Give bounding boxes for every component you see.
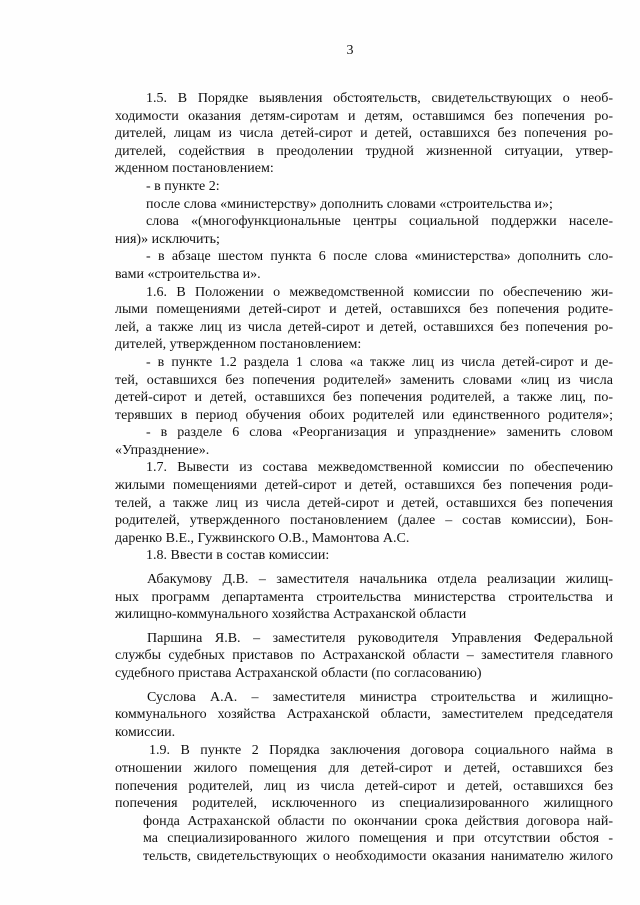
text-line: жилищно-коммунального хозяйства Астраханской области — [115, 607, 467, 623]
text-line: - в пункте 1.2 раздела 1 слова «а также лиц из числа детей-сирот и де- — [146, 354, 613, 370]
text-line: Суслова А.А. – заместителя министра строительства и жилищно- — [147, 689, 613, 705]
text-line: лыми помещениями детей-сирот и детей, оставшихся без попечения родите- — [115, 302, 613, 318]
text-line: 1.6. В Положении о межведомственной комиссии по обеспечению жи- — [146, 284, 613, 300]
text-line: 1.5. В Порядке выявления обстоятельств, свидетельствующих о необ- — [146, 91, 613, 106]
text-line: Абакумову Д.В. – заместителя начальника отдела реализации жилищ- — [147, 572, 613, 588]
text-line: жилыми помещениями детей-сирот и детей, оставшихся без попечения роди- — [115, 478, 613, 494]
text-line: службы судебных приставов по Астраханской области – заместителя главного — [115, 648, 613, 664]
text-line: родителей, утвержденного постановлением (далее – состав комиссии), Бон- — [115, 513, 613, 529]
text-line: после слова «министерству» дополнить словами «строительства и»; — [146, 196, 553, 212]
text-line: ма специализированного жилого помещения и при отсутствии обстоя - — [143, 831, 613, 847]
text-line: коммунального хозяйства Астраханской области, заместителем председателя — [115, 707, 613, 723]
text-line: лей, а также лиц из числа детей-сирот и детей, оставшихся без попечения ро- — [115, 319, 613, 335]
text-line: комиссии. — [115, 724, 176, 740]
text-line: Паршина Я.В. – заместителя руководителя Управления Федеральной — [147, 630, 613, 646]
text-line: детей-сирот и детей, оставшихся без попечения родителей, а также лиц, по- — [115, 390, 613, 406]
text-line: тей, оставшихся без попечения родителей» заменить словами «лиц из числа — [115, 372, 613, 388]
text-line: попечения родителей, лиц из числа детей-сирот и детей, оставшихся без — [115, 778, 613, 794]
text-line: дителей, лицам из числа детей-сирот и детей, оставшихся без попечения ро- — [115, 126, 613, 142]
text-line: тельств, свидетельствующих о необходимости оказания нанимателю жилого — [143, 848, 613, 864]
text-line: ния)» исключить; — [115, 231, 220, 247]
text-line: - в пункте 2: — [146, 178, 220, 194]
text-line: жденном постановлением: — [115, 161, 274, 177]
page-number: 3 — [346, 43, 354, 58]
text-line: фонда Астраханской области по окончании срока действия договора най- — [143, 813, 613, 829]
text-line: ходимости оказания детям-сиротам и детям, оставшимся без попечения ро- — [115, 108, 613, 124]
text-line: 1.8. Ввести в состав комиссии: — [146, 548, 330, 564]
text-line: даренко В.Е., Гужвинского О.В., Мамонтова А.С. — [115, 530, 410, 546]
text-line: терявших в период обучения обоих родителей или единственного родителя»; — [115, 407, 613, 423]
text-line: слова «(многофункциональные центры социальной поддержки населе- — [146, 214, 613, 230]
text-line: - в абзаце шестом пункта 6 после слова «министерства» дополнить сло- — [146, 249, 613, 265]
text-line: отношении жилого помещения для детей-сирот и детей, оставшихся без — [115, 760, 613, 776]
text-line: вами «строительства и». — [115, 266, 261, 282]
text-line: - в разделе 6 слова «Реорганизация и упразднение» заменить словом — [146, 425, 613, 441]
text-line: ных программ департамента строительства министерства строительства и — [115, 589, 613, 605]
text-line: 1.7. Вывести из состава межведомственной комиссии по обеспечению — [146, 460, 613, 476]
text-line: судебного пристава Астраханской области (по согласованию) — [115, 666, 482, 681]
document-body — [115, 90, 613, 866]
text-line: телей, а также лиц из числа детей-сирот и детей, оставшихся без попечения — [115, 495, 613, 511]
text-line: «Упразднение». — [115, 442, 210, 458]
text-line: попечения родителей, исключенного из специализированного жилищного — [115, 796, 613, 812]
text-line: дителей, утвержденном постановлением: — [115, 337, 362, 353]
text-line: дителей, содействия в преодолении трудной жизненной ситуации, утвер- — [115, 143, 613, 159]
text-line: 1.9. В пункте 2 Порядка заключения договора социального найма в — [149, 743, 613, 759]
